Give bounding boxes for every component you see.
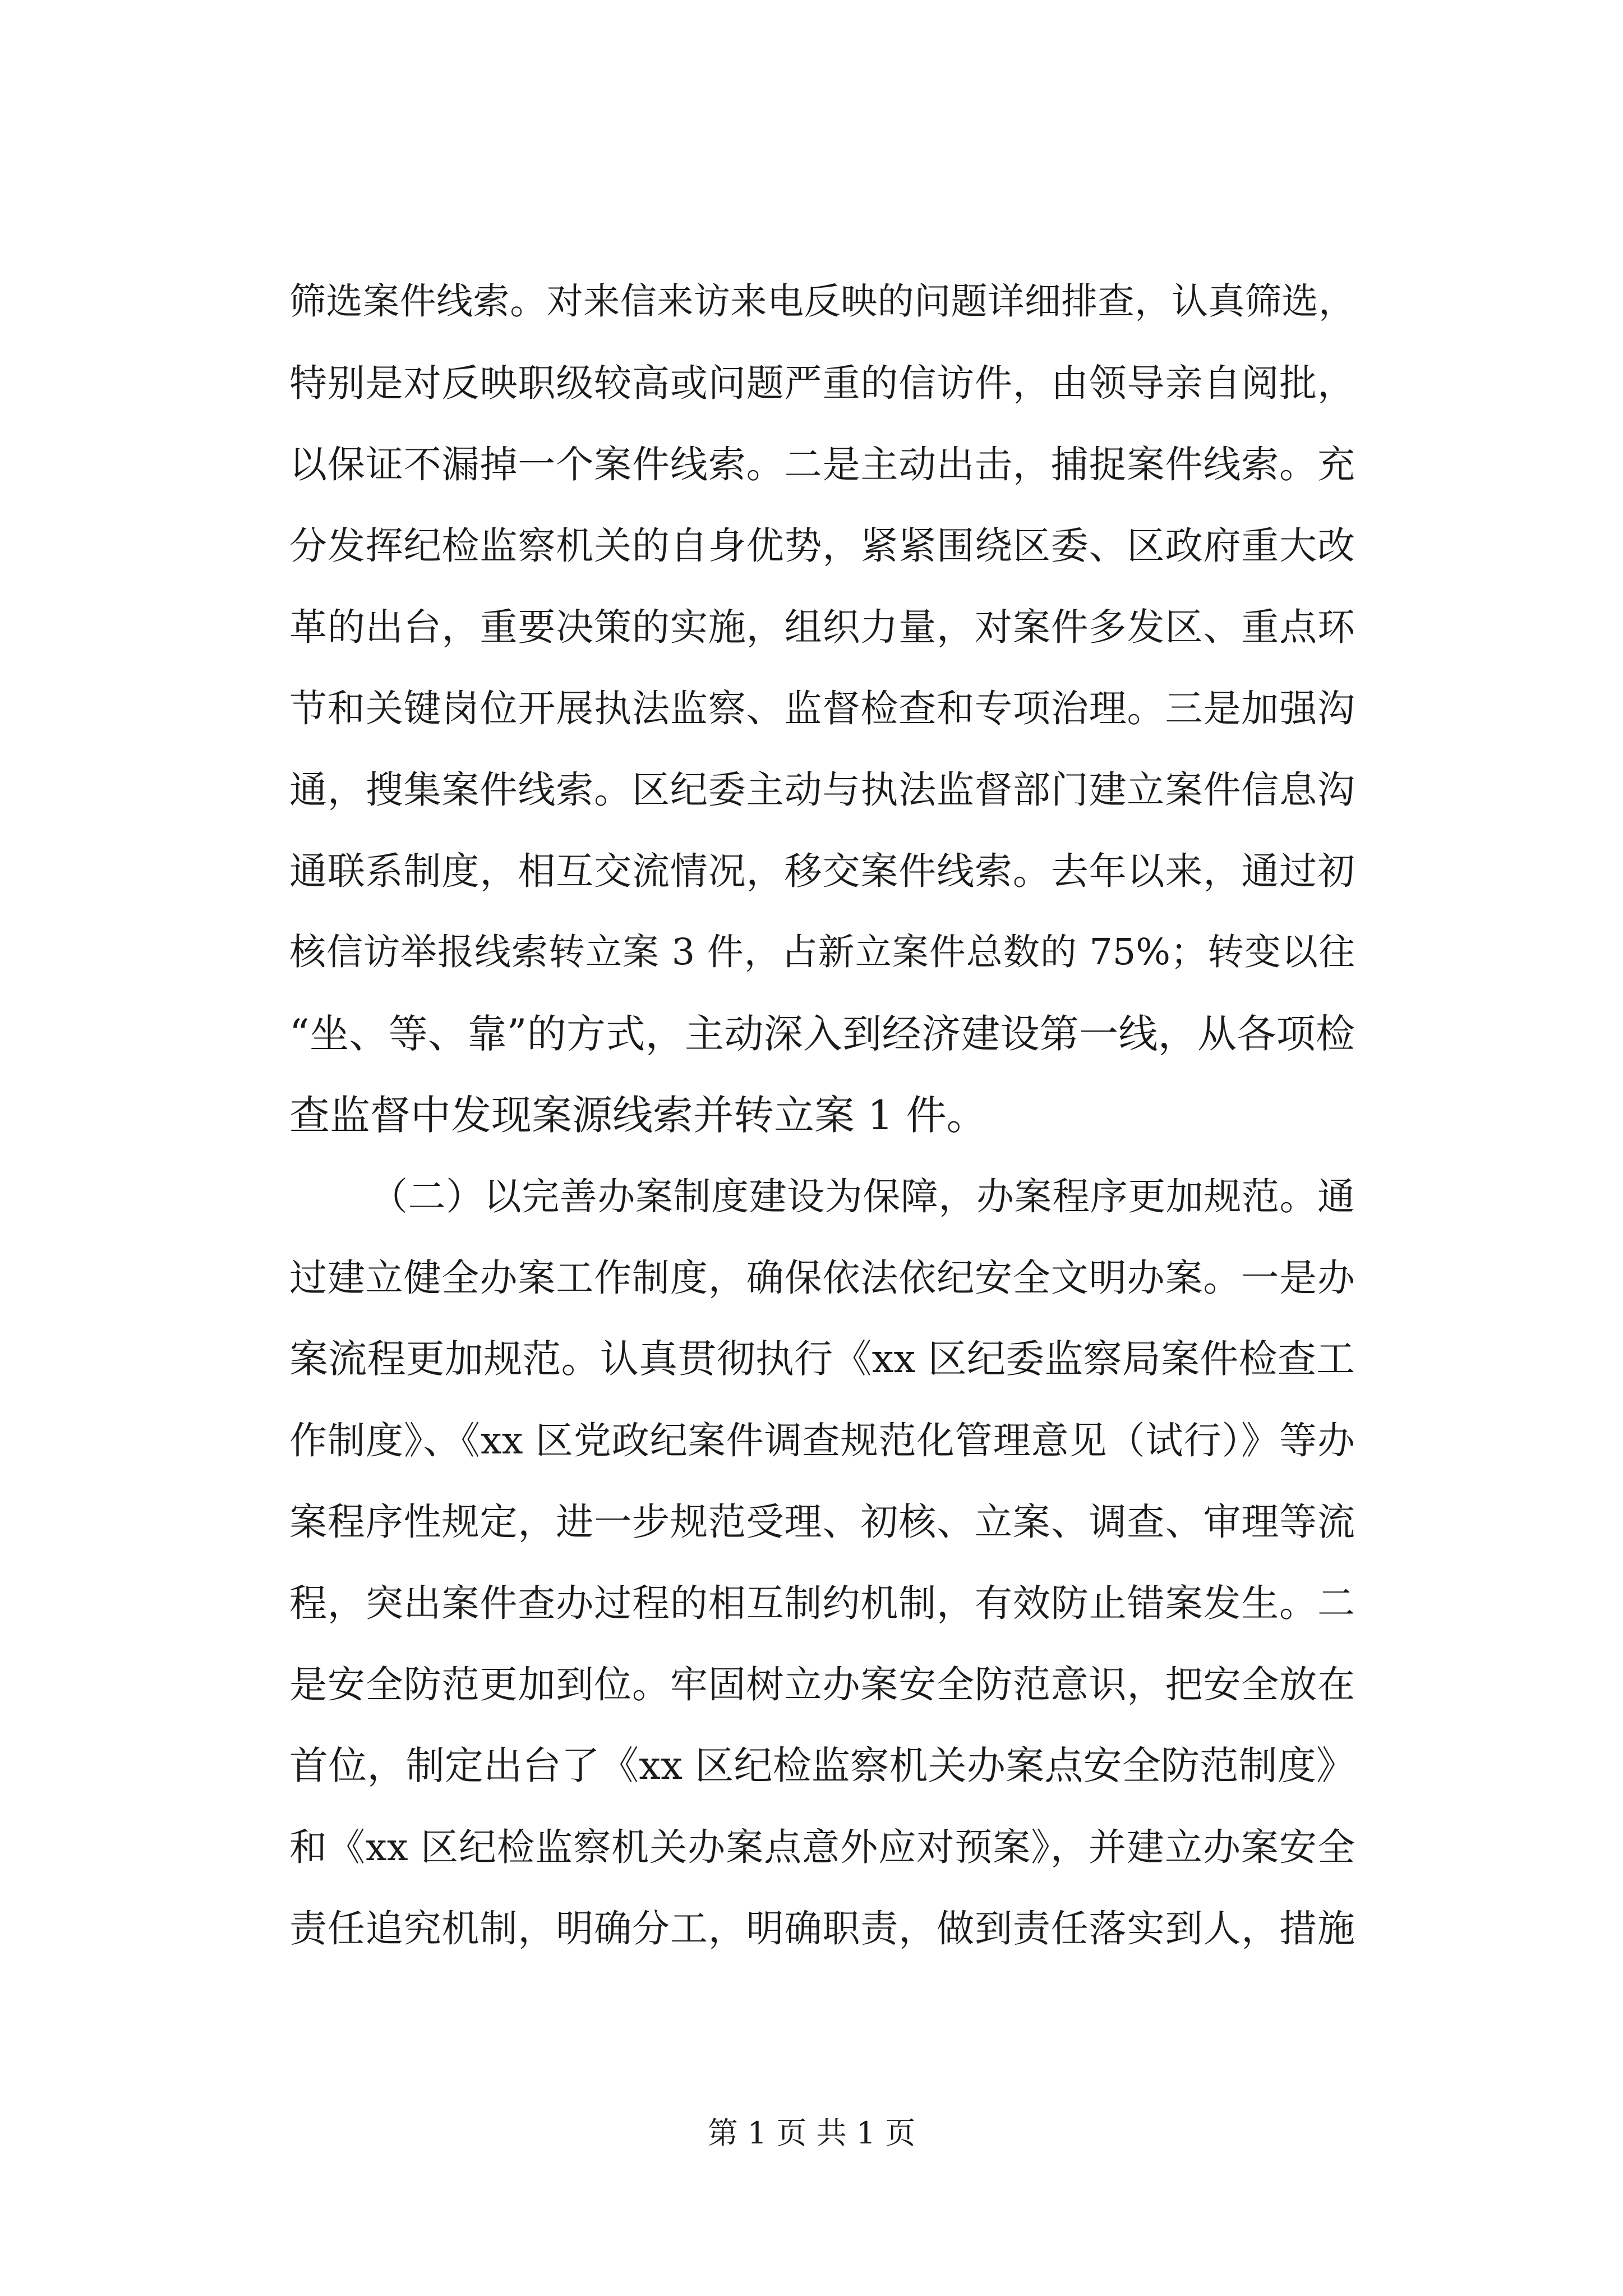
text-line: 作制度》、《xx 区党政纪案件调查规范化管理意见（试行）》等办 <box>289 1419 1355 1462</box>
text-line: 特别是对反映职级较高或问题严重的信访件，由领导亲自阅批， <box>289 361 1355 405</box>
text-line: 通联系制度，相互交流情况，移交案件线索。去年以来，通过初 <box>289 849 1355 893</box>
page-footer: 第 1 页 共 1 页 <box>707 2115 916 2151</box>
text-line: 革的出台，重要决策的实施，组织力量，对案件多发区、重点环 <box>289 605 1355 649</box>
text-line: 通，搜集案件线索。区纪委主动与执法监督部门建立案件信息沟 <box>289 768 1355 812</box>
text-line: 分发挥纪检监察机关的自身优势，紧紧围绕区委、区政府重大改 <box>289 524 1355 568</box>
text-line: 案程序性规定，进一步规范受理、初核、立案、调查、审理等流 <box>289 1500 1355 1544</box>
text-line: 程，突出案件查办过程的相互制约机制，有效防止错案发生。二 <box>289 1581 1355 1625</box>
text-line: 以保证不漏掉一个案件线索。二是主动出击，捕捉案件线索。充 <box>289 443 1355 486</box>
text-line: 过建立健全办案工作制度，确保依法依纪安全文明办案。一是办 <box>289 1256 1355 1300</box>
text-line: 是安全防范更加到位。牢固树立办案安全防范意识，把安全放在 <box>289 1663 1355 1706</box>
text-line: 首位，制定出台了《xx 区纪检监察机关办案点安全防范制度》 <box>289 1743 1355 1788</box>
text-line: 节和关键岗位开展执法监察、监督检查和专项治理。三是加强沟 <box>289 687 1355 730</box>
text-line: 查监督中发现案源线索并转立案 1 件。 <box>289 1092 987 1139</box>
text-line: 责任追究机制，明确分工，明确职责，做到责任落实到人，措施 <box>289 1907 1355 1950</box>
text-line: “坐、等、靠”的方式，主动深入到经济建设第一线，从各项检 <box>289 1011 1355 1057</box>
text-line: 案流程更加规范。认真贯彻执行《xx 区纪委监察局案件检查工 <box>289 1337 1355 1382</box>
text-line: 和《xx 区纪检监察机关办案点意外应对预案》，并建立办案安全 <box>289 1825 1355 1869</box>
text-line: 核信访举报线索转立案 3 件，占新立案件总数的 75%；转变以往 <box>289 931 1355 973</box>
text-line: 筛选案件线索。对来信来访来电反映的问题详细排查，认真筛选， <box>289 280 1355 323</box>
paragraph-start-line: （二）以完善办案制度建设为保障，办案程序更加规范。通 <box>370 1175 1355 1218</box>
